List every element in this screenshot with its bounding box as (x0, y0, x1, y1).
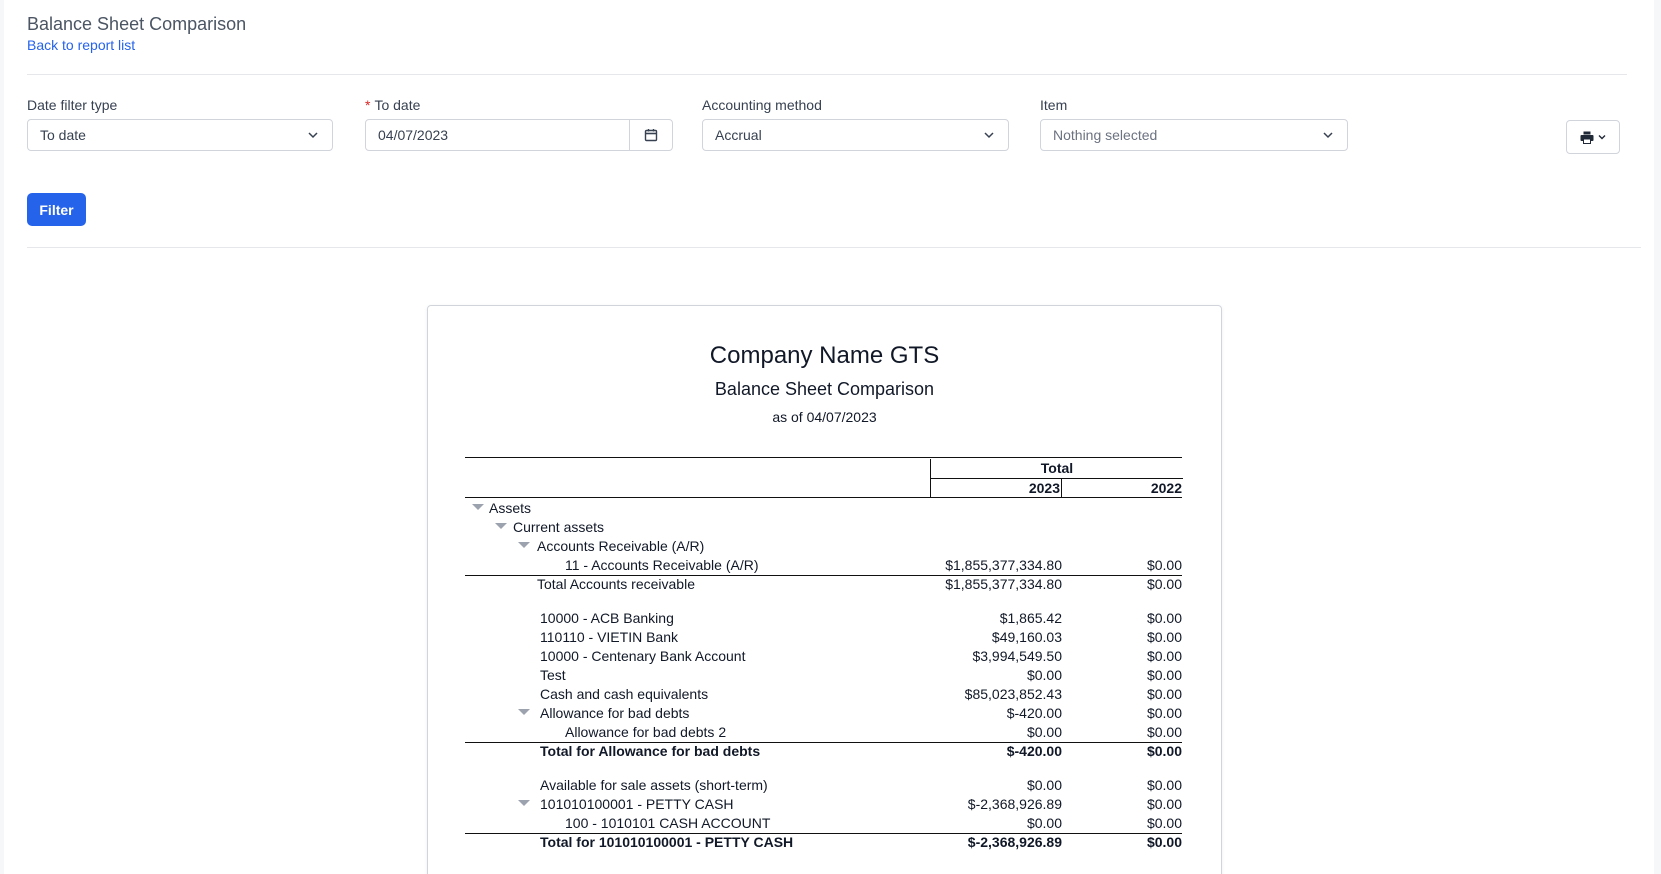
calendar-icon (644, 128, 658, 142)
value-2023: $-420.00 (1006, 705, 1062, 721)
value-2022: $0.00 (1146, 667, 1182, 683)
table-row (465, 609, 1182, 628)
row-label: 100 - 1010101 CASH ACCOUNT (565, 815, 771, 831)
value-2022: $0.00 (1146, 743, 1182, 759)
value-2023: $1,855,377,334.80 (945, 576, 1062, 592)
table-row (465, 666, 1182, 685)
row-label: Test (540, 667, 566, 683)
collapse-caret-icon[interactable] (518, 800, 530, 806)
date-filter-type-select[interactable] (27, 119, 333, 151)
row-label: 110110 - VIETIN Bank (540, 629, 678, 645)
value-2022: $0.00 (1146, 796, 1182, 812)
value-2023: $0.00 (1026, 667, 1062, 683)
row-label: Cash and cash equivalents (540, 686, 709, 702)
column-group-total: Total (930, 459, 1183, 479)
row-label: Allowance for bad debts (540, 705, 690, 721)
table-row-total (465, 833, 1182, 852)
report-as-of-date: as of 04/07/2023 (772, 409, 877, 425)
value-2022: $0.00 (1146, 686, 1182, 702)
table-row-total (465, 575, 1182, 594)
value-2023: $-2,368,926.89 (967, 834, 1062, 850)
main-panel (4, 0, 1654, 874)
row-current-assets (465, 518, 1182, 537)
row-label: 10000 - ACB Banking (540, 610, 674, 626)
row-label: 11 - Accounts Receivable (A/R) (565, 557, 759, 573)
print-button[interactable] (1566, 120, 1620, 154)
back-to-report-list-link[interactable]: Back to report list (27, 37, 136, 53)
row-label: Total Accounts receivable (537, 576, 695, 592)
value-2022: $0.00 (1146, 705, 1182, 721)
to-date-label-text: To date (374, 97, 421, 113)
value-2023: $85,023,852.43 (964, 686, 1062, 702)
table-row (465, 556, 1182, 575)
value-2023: $3,994,549.50 (972, 648, 1062, 664)
table-row (465, 776, 1182, 795)
row-label: Total for 101010100001 - PETTY CASH (540, 834, 794, 850)
chevron-down-icon (1597, 132, 1607, 142)
table-row (465, 723, 1182, 742)
value-2022: $0.00 (1146, 629, 1182, 645)
accounting-method-select[interactable] (702, 119, 1009, 151)
table-rule (465, 497, 1182, 498)
row-label: Assets (489, 500, 532, 516)
item-label: Item (1040, 97, 1068, 113)
row-label: Available for sale assets (short-term) (540, 777, 768, 793)
collapse-caret-icon[interactable] (518, 709, 530, 715)
row-label: 101010100001 - PETTY CASH (540, 796, 734, 812)
row-petty-cash (465, 795, 1182, 814)
table-row (465, 647, 1182, 666)
value-2022: $0.00 (1146, 724, 1182, 740)
value-2023: $0.00 (1026, 777, 1062, 793)
required-mark: * (365, 97, 371, 113)
row-label: Current assets (513, 519, 605, 535)
report-title: Balance Sheet Comparison (714, 379, 935, 399)
value-2022: $0.00 (1146, 777, 1182, 793)
collapse-caret-icon[interactable] (495, 523, 507, 529)
to-date-label (365, 97, 420, 113)
value-2022: $0.00 (1146, 557, 1182, 573)
table-row-total (465, 742, 1182, 761)
value-2022: $0.00 (1146, 610, 1182, 626)
collapse-caret-icon[interactable] (472, 504, 484, 510)
value-2022: $0.00 (1146, 648, 1182, 664)
value-2023: $-2,368,926.89 (967, 796, 1062, 812)
row-assets (465, 499, 1182, 518)
divider (27, 247, 1641, 248)
value-2023: $-420.00 (1006, 743, 1062, 759)
chevron-down-icon (306, 128, 320, 142)
printer-icon (1580, 131, 1594, 144)
chevron-down-icon (1321, 128, 1335, 142)
divider (27, 74, 1627, 75)
table-row (465, 628, 1182, 647)
table-row (465, 685, 1182, 704)
value-2022: $0.00 (1146, 576, 1182, 592)
item-select[interactable] (1040, 119, 1348, 151)
row-allowance-bad-debts (465, 704, 1182, 723)
value-2022: $0.00 (1146, 815, 1182, 831)
row-label: Accounts Receivable (A/R) (537, 538, 705, 554)
item-placeholder: Nothing selected (1053, 127, 1158, 143)
to-date-field[interactable] (365, 119, 673, 151)
calendar-button[interactable] (630, 120, 672, 150)
company-name: Company Name GTS (709, 342, 940, 369)
table-row (465, 814, 1182, 833)
value-2023: $0.00 (1026, 724, 1062, 740)
table-rule (465, 457, 1182, 458)
page-title: Balance Sheet Comparison (27, 14, 247, 34)
column-header-2022: 2022 (1150, 480, 1182, 496)
collapse-caret-icon[interactable] (518, 542, 530, 548)
date-filter-type-value: To date (40, 127, 86, 143)
value-2022: $0.00 (1146, 834, 1182, 850)
value-2023: $0.00 (1026, 815, 1062, 831)
to-date-input[interactable]: 04/07/2023 (366, 120, 630, 150)
row-label: 10000 - Centenary Bank Account (540, 648, 746, 664)
report-card (427, 305, 1222, 874)
accounting-method-label: Accounting method (702, 97, 822, 113)
value-2023: $1,855,377,334.80 (945, 557, 1062, 573)
value-2023: $49,160.03 (991, 629, 1062, 645)
row-label: Allowance for bad debts 2 (565, 724, 727, 740)
value-2023: $1,865.42 (999, 610, 1062, 626)
filter-button[interactable]: Filter (27, 193, 86, 226)
accounting-method-value: Accrual (715, 127, 762, 143)
column-header-2023: 2023 (930, 479, 1062, 497)
chevron-down-icon (982, 128, 996, 142)
row-label: Total for Allowance for bad debts (540, 743, 761, 759)
date-filter-type-label: Date filter type (27, 97, 118, 113)
row-accounts-receivable (465, 537, 1182, 556)
